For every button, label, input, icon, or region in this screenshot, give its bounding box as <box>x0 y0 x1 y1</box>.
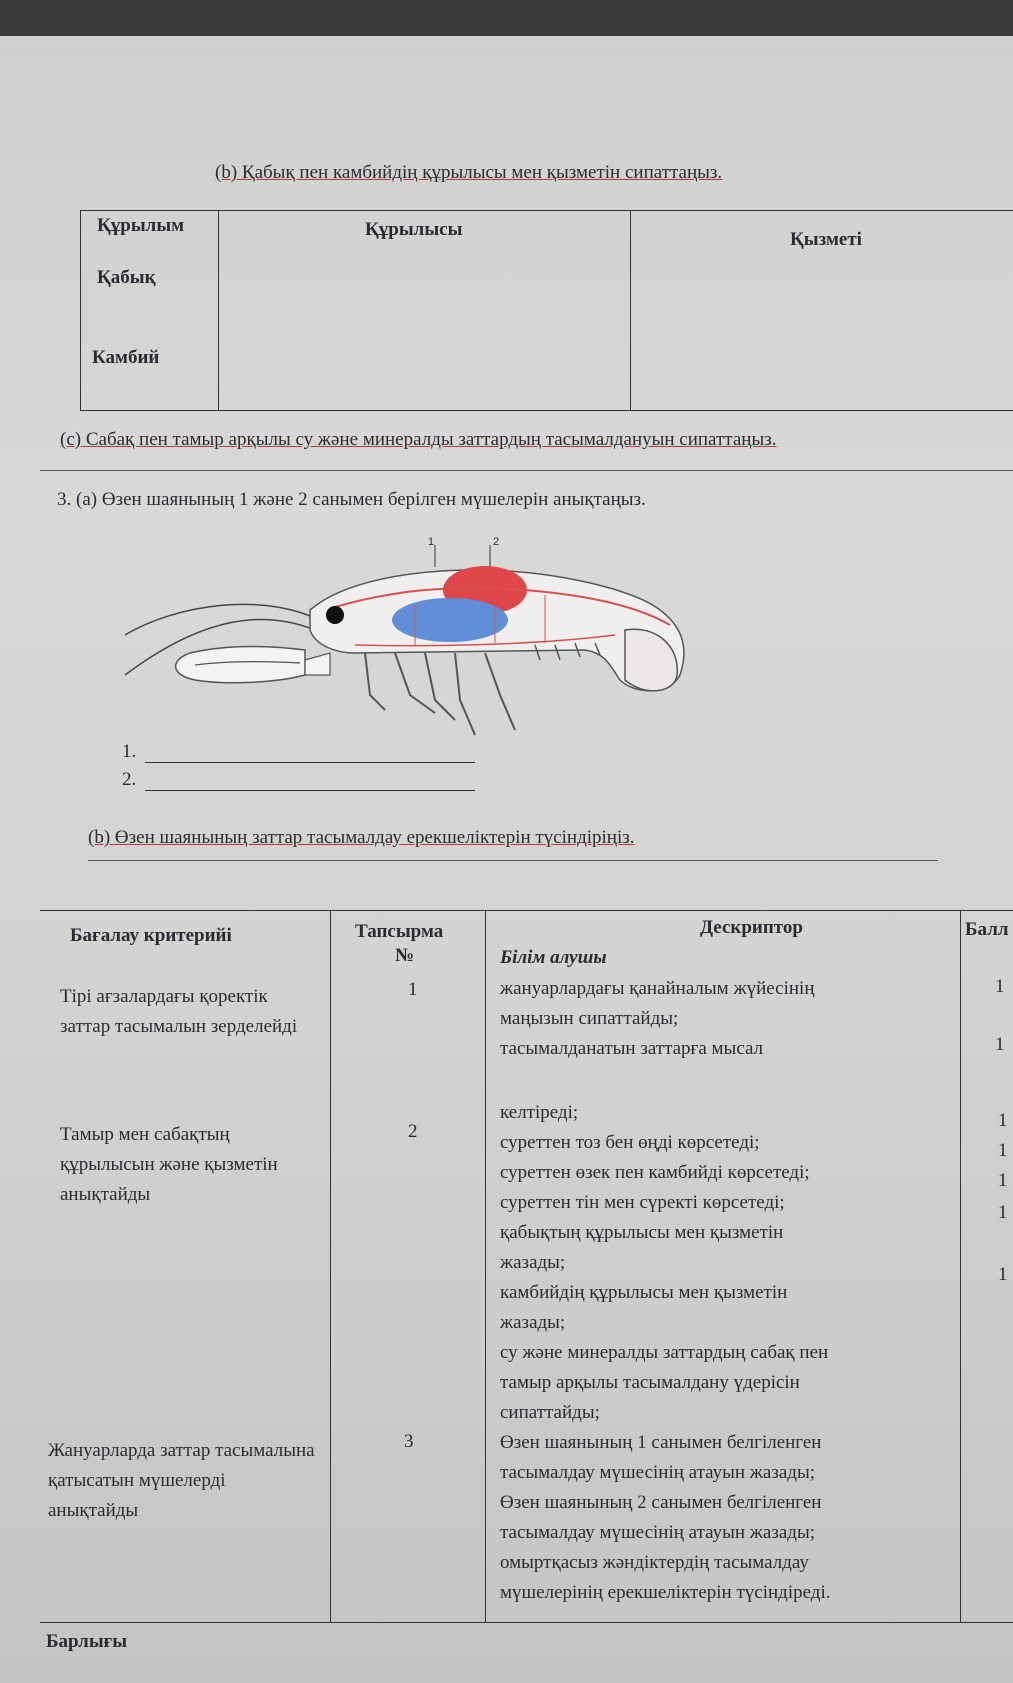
header-task-no: № <box>395 945 415 966</box>
figure-label-2: 2 <box>493 536 500 548</box>
descriptor-line: жануарлардағы қанайналым жүйесінің <box>500 978 815 999</box>
answer-line-1[interactable] <box>145 762 475 763</box>
header-task: Тапсырма <box>355 921 444 942</box>
task-number-1: 1 <box>408 979 418 1000</box>
section-c-title: (c) Сабақ пен тамыр арқылы су және минералды заттардың тасымалдануын сипаттаңыз. <box>60 429 777 450</box>
task-number-2: 2 <box>408 1121 418 1142</box>
photo-background <box>0 0 1013 40</box>
descriptor-line: суреттен тоз бен өңді көрсетеді; <box>500 1132 760 1153</box>
section-b-title: (b) Қабық пен камбийдің құрылысы мен қызметін сипаттаңыз. <box>215 162 723 183</box>
antenna-upper <box>125 604 325 635</box>
question-3a-text: 3. (a) Өзен шаянының 1 және 2 санымен берілген мүшелерін анықтаңыз. <box>57 489 646 510</box>
descriptor-line: жазады; <box>500 1252 566 1273</box>
figure-label-1: 1 <box>428 536 435 548</box>
answer-line-2[interactable] <box>145 790 475 791</box>
header-learner: Білім алушы <box>500 947 607 968</box>
descriptor-line: маңызын сипаттайды; <box>500 1008 679 1029</box>
total-label: Барлығы <box>46 1631 128 1652</box>
answer-label-1: 1. <box>122 741 137 762</box>
walking-legs <box>365 653 515 735</box>
claw-joint <box>305 653 330 675</box>
descriptor-line: тасымалдау мүшесінің атауын жазады; <box>500 1522 816 1543</box>
table-header-function: Қызметі <box>790 229 862 250</box>
score-cell: 1 <box>995 976 1005 997</box>
descriptor-line: Өзен шаянының 1 санымен белгіленген <box>500 1432 822 1453</box>
descriptor-line: келтіреді; <box>500 1102 579 1123</box>
score-cell: 1 <box>995 1034 1005 1055</box>
gill-organ <box>392 598 508 642</box>
descriptor-line: тамыр арқылы тасымалдану үдерісін <box>500 1372 800 1393</box>
descriptor-line: суреттен өзек пен камбийді көрсетеді; <box>500 1162 810 1183</box>
table-header-build: Құрылысы <box>365 219 463 240</box>
header-descriptor: Дескриптор <box>700 917 803 938</box>
criterion-3: Жануарларда заттар тасымалына қатысатын мүшелерді анықтайды <box>48 1440 315 1521</box>
score-cell: 1 <box>998 1170 1008 1191</box>
crayfish-diagram <box>115 535 715 750</box>
score-cell: 1 <box>998 1264 1008 1285</box>
descriptor-line: жазады; <box>500 1312 566 1333</box>
descriptor-line: су және минералды заттардың сабақ пен <box>500 1342 829 1363</box>
descriptor-line: тасымалдау мүшесінің атауын жазады; <box>500 1462 816 1483</box>
score-cell: 1 <box>998 1140 1008 1161</box>
descriptor-line: тасымалданатын заттарға мысал <box>500 1038 764 1059</box>
descriptor-line: суреттен тін мен сүректі көрсетеді; <box>500 1192 785 1213</box>
task-number-3: 3 <box>404 1431 414 1452</box>
table-row-cambium: Камбий <box>92 347 160 368</box>
header-score: Балл <box>965 919 1009 940</box>
descriptor-line: мүшелерінің ерекшеліктерін түсіндіреді. <box>500 1582 831 1603</box>
criterion-1: Тірі ағзалардағы қоректік заттар тасымалын зерделейді <box>60 986 298 1037</box>
descriptor-line: камбийдің құрылысы мен қызметін <box>500 1282 788 1303</box>
score-cell: 1 <box>998 1110 1008 1131</box>
question-3a-title <box>57 488 646 512</box>
table-header-structure: Құрылым <box>97 215 185 236</box>
answer-label-2: 2. <box>122 769 137 790</box>
eye <box>326 606 344 624</box>
table-row-bark: Қабық <box>97 267 156 288</box>
header-criteria: Бағалау критерийі <box>70 925 232 946</box>
descriptor-line: омыртқасыз жәндіктердің тасымалдау <box>500 1552 809 1573</box>
score-cell: 1 <box>998 1202 1008 1223</box>
descriptor-line: Өзен шаянының 2 санымен белгіленген <box>500 1492 822 1513</box>
descriptor-list <box>500 974 960 1608</box>
criterion-2: Тамыр мен сабақтың құрылысын және қызметін анықтайды <box>60 1124 278 1205</box>
descriptor-line: қабықтың құрылысы мен қызметін <box>500 1222 784 1243</box>
descriptor-line: сипаттайды; <box>500 1402 600 1423</box>
question-3b-title: (b) Өзен шаянының заттар тасымалдау ерекшеліктерін түсіндіріңіз. <box>88 827 635 848</box>
